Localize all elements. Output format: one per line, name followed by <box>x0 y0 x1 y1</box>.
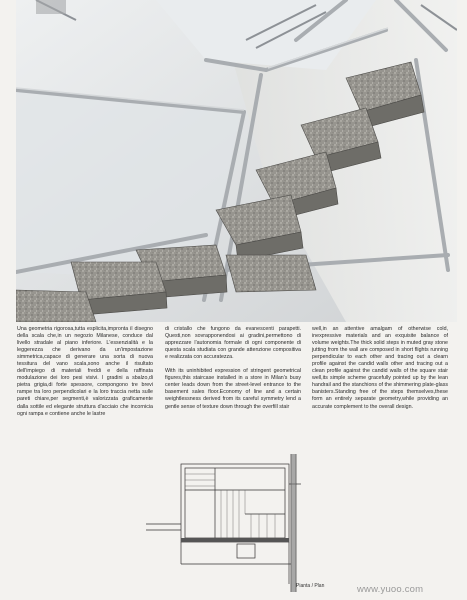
text-column-bilingual: di cristallo che fungono da evanescenti parapetti. Questi,non sovrapponendosi ai gradini,permettono di apprezzare l'autonomia formale di ogni componente di questa scala studiata con grande attenzione compositiva e realizzata con accuratezza. With its uninhibited expression of stringent geometrical figures,this staircase installed in a store in Milan's busy center leads down from the street-level entrance to the basement sales floor.Economy of line and a certain weightlessness derived from its careful symmetry lend a gentle sense of texture down through the overfill stair <box>165 326 301 410</box>
text-column-italian: Una geometria rigorosa,tutta esplicita,impronta il disegno della scala che,in un negozio Milanese, conduce dal livello stradale al piano inferiore. L'essenzialità e la leggerezza che derivano da un'impostazione simmetrica,capace di generare una sorta di nuova tessitura del vano scala,sono anche il risultato dell'impiego di materiali freddi e della raffinata modulazione dei loro pesi visivi. I gradini a sbalzo,di pietra grigia,di forte spessore, compongono tre brevi rampe tra loro perpendicolari e la loro traccia netta sulle pareti chiare,per segmenti,è valorizzata graficamente dalla sottile ed elegante struttura d'acciaio che incornicia ogni rampa e contiene anche le lastre <box>17 326 153 417</box>
text-column-english: well,in an attentive amalgam of otherwise cold, inexpressive materials and an exquisite balance of volume weights.The thick solid steps in muted gray stone jutting from the wall are composed in short flights running perpendicular to each other and tracing out a clearn profile against the candid walls other and tracing out a clean profile against the candid walls of the square stair well,its simple scheme gracefully pointed up by the lean handrail and the stanchions of the shimmering plate-glass banisters.Standing free of the steps themselves,these form an entirely separate geometry,while providing an accurate complement to the overall design. <box>312 326 448 410</box>
staircase-photo <box>16 0 457 322</box>
plan-svg <box>141 454 321 592</box>
watermark: www.yuoo.com <box>357 584 424 595</box>
staircase-illustration <box>16 0 457 322</box>
plan-caption: Pianta / Plan <box>296 583 325 589</box>
floor-plan-drawing <box>141 454 321 592</box>
